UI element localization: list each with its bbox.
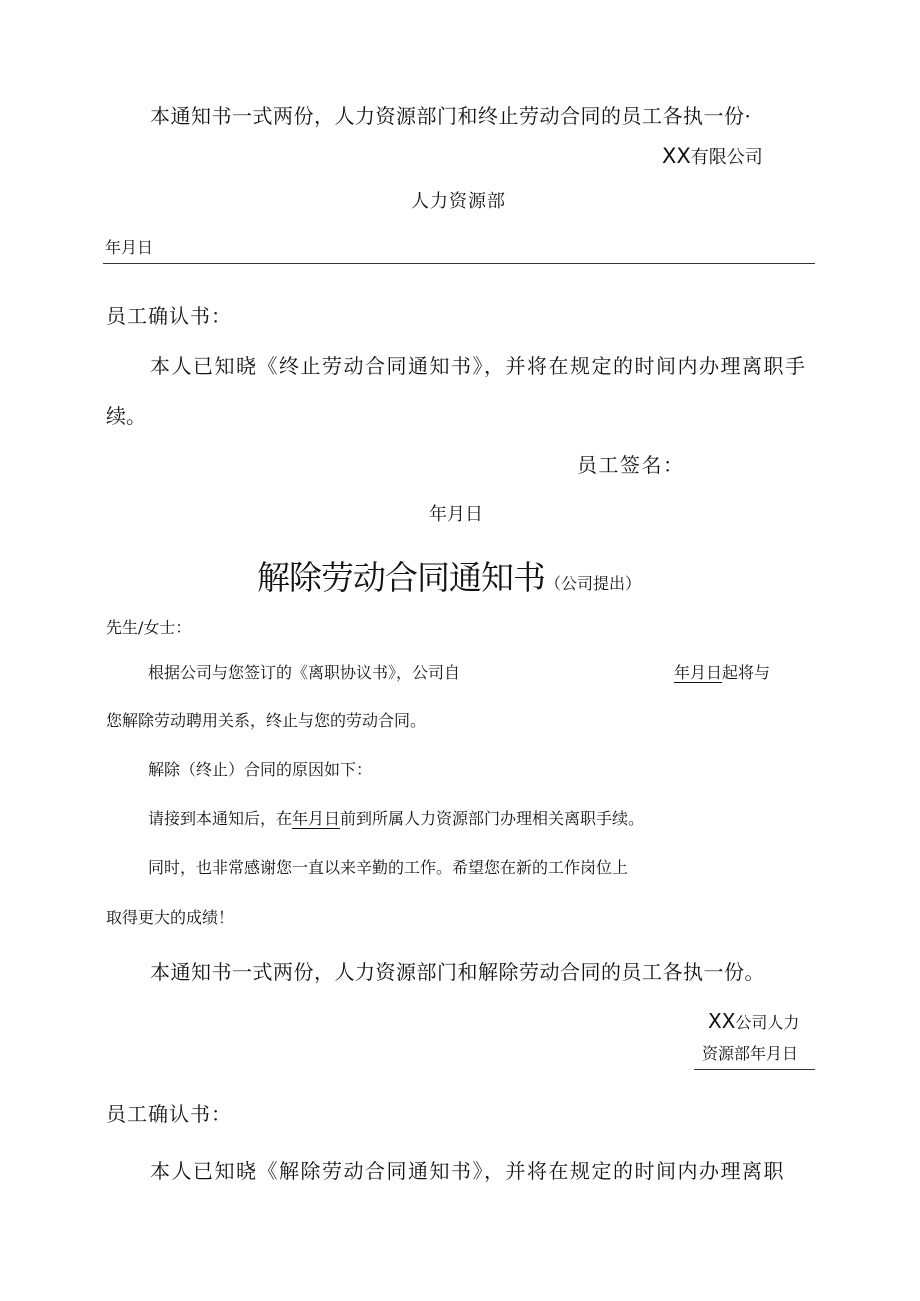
para1-continued: 您解除劳动聘用关系，终止与您的劳动合同。 [106, 711, 427, 730]
divider [103, 263, 815, 264]
salutation: 先生/女士： [106, 618, 192, 637]
copies-statement: 本通知书一式两份，人力资源部门和终止劳动合同的员工各执一份· [150, 104, 752, 128]
para2-date: 年月日 [292, 809, 341, 828]
para2-end: 前到所属人力资源部门办理相关离职手续。 [340, 809, 645, 828]
company-name [662, 146, 763, 167]
para3-line2: 取得更大的成绩！ [106, 908, 235, 927]
department-name: 人力资源部 [411, 191, 506, 212]
signature-date: 年月日 [429, 504, 483, 525]
para2 [148, 811, 644, 827]
para2-start: 请接到本通知后，在 [148, 809, 293, 828]
confirmation-heading-2: 员工确认书： [106, 1102, 232, 1126]
signer-line2: 资源部年月日 [702, 1044, 799, 1063]
reason-line: 解除（终止）合同的原因如下： [148, 760, 373, 779]
company-prefix: XX [662, 144, 691, 168]
para1-end [674, 665, 770, 681]
date-line: 年月日 [105, 238, 154, 257]
company-suffix: 有限公司 [690, 147, 763, 168]
para1-start: 根据公司与您签订的《离职协议书》，公司自 [148, 663, 461, 682]
confirmation-body-2: 本人已知晓《解除劳动合同通知书》，并将在规定的时间内办理离职 [150, 1159, 785, 1183]
confirmation-body-line2: 续。 [106, 404, 146, 428]
confirmation-heading: 员工确认书： [106, 304, 232, 328]
notice-title-block [257, 558, 642, 597]
signature-label: 员工签名： [577, 453, 685, 477]
signer-underline [694, 1069, 815, 1070]
para1-suffix: 起将与 [722, 663, 771, 682]
para3-line1: 同时，也非常感谢您一直以来辛勤的工作。希望您在新的工作岗位上 [148, 858, 629, 877]
para1-date: 年月日 [674, 663, 723, 682]
confirmation-body-line1: 本人已知晓《终止劳动合同通知书》，并将在规定的时间内办理离职手 [150, 354, 807, 378]
notice-title-note: （公司提出） [545, 574, 642, 593]
signer-line1 [708, 1011, 799, 1031]
notice-title: 解除劳动合同通知书 [257, 558, 545, 597]
copies-statement-2: 本通知书一式两份，人力资源部门和解除劳动合同的员工各执一份。 [150, 960, 765, 984]
signer-text: 公司人力 [735, 1013, 800, 1032]
signer-prefix: XX [708, 1009, 736, 1033]
